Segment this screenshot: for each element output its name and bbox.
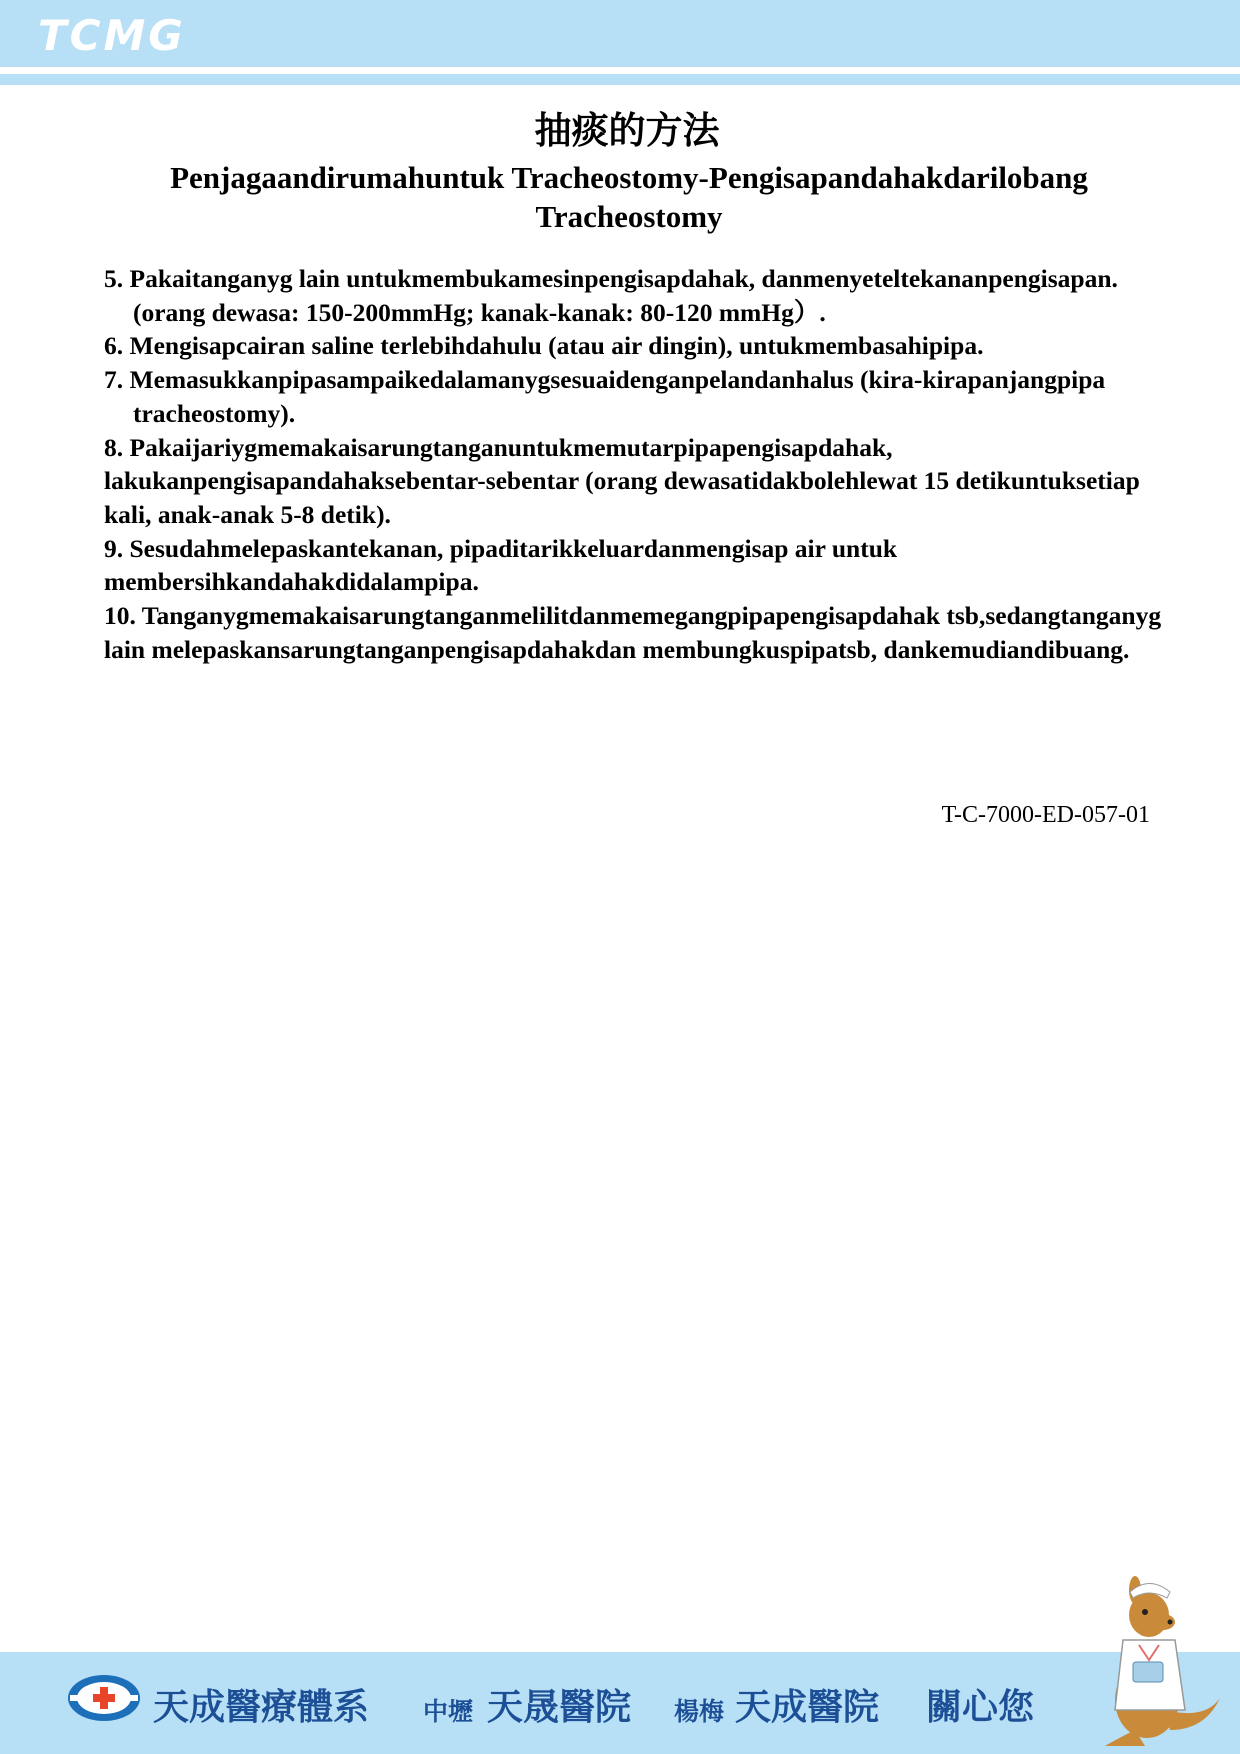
header-band bbox=[0, 0, 1240, 67]
step-7: 7. Memasukkanpipasampaikedalamanygsesuaidenganpelandanhalus (kira-kirapanjangpipa tracheostomy). bbox=[104, 365, 1106, 428]
footer-hospital-1: 天晟醫院 bbox=[487, 1687, 632, 1728]
page-title: 抽痰的方法 bbox=[534, 109, 720, 152]
step-5: 5. Pakaitanganyg lain untukmembukamesinpengisapdahak, danmenyeteltekananpengisapan. (orang dewasa: 150-200mmHg; kanak-kanak: 80-120 mmHg）. bbox=[104, 264, 1118, 327]
footer-system-name: 天成醫療體系 bbox=[153, 1687, 370, 1728]
footer-hospital-2: 天成醫院 bbox=[735, 1687, 880, 1728]
step-6: 6. Mengisapcairan saline terlebihdahulu (atau air dingin), untukmembasahipipa. bbox=[104, 331, 984, 361]
footer-location-1: 中壢 bbox=[423, 1697, 474, 1726]
kangaroo-nurse-mascot-icon bbox=[1075, 1570, 1225, 1748]
steps-list bbox=[104, 262, 1164, 666]
document-reference-code: T-C-7000-ED-057-01 bbox=[941, 802, 1150, 828]
step-8: 8. Pakaijariygmemakaisarungtanganuntukmemutarpipapengisapdahak, lakukanpengisapandahaksebentar-sebentar (orang dewasatidakbolehlewat 15 detikuntuksetiap kali, anak-anak 5-8 detik). bbox=[104, 432, 1140, 529]
page-subtitle: Penjagaandirumahuntuk Tracheostomy-Pengisapandahakdarilobang Tracheostomy bbox=[170, 160, 1088, 234]
footer-slogan: 關心您 bbox=[926, 1687, 1035, 1728]
hospital-cross-logo-icon bbox=[66, 1673, 142, 1723]
tcmg-logo: TCMG bbox=[38, 11, 186, 60]
footer-location-2: 楊梅 bbox=[674, 1697, 725, 1726]
header-divider-line bbox=[0, 74, 1240, 85]
step-10: 10. Tanganygmemakaisarungtanganmelilitdanmemegangpipapengisapdahak tsb,sedangtanganyg lain melepaskansarungtanganpengisapdahakdan membungkuspipatsb, dankemudiandibuang. bbox=[104, 601, 1162, 664]
step-9: 9. Sesudahmelepaskantekanan, pipaditarikkeluardanmengisap air untuk membersihkandahakdidalampipa. bbox=[104, 533, 898, 597]
